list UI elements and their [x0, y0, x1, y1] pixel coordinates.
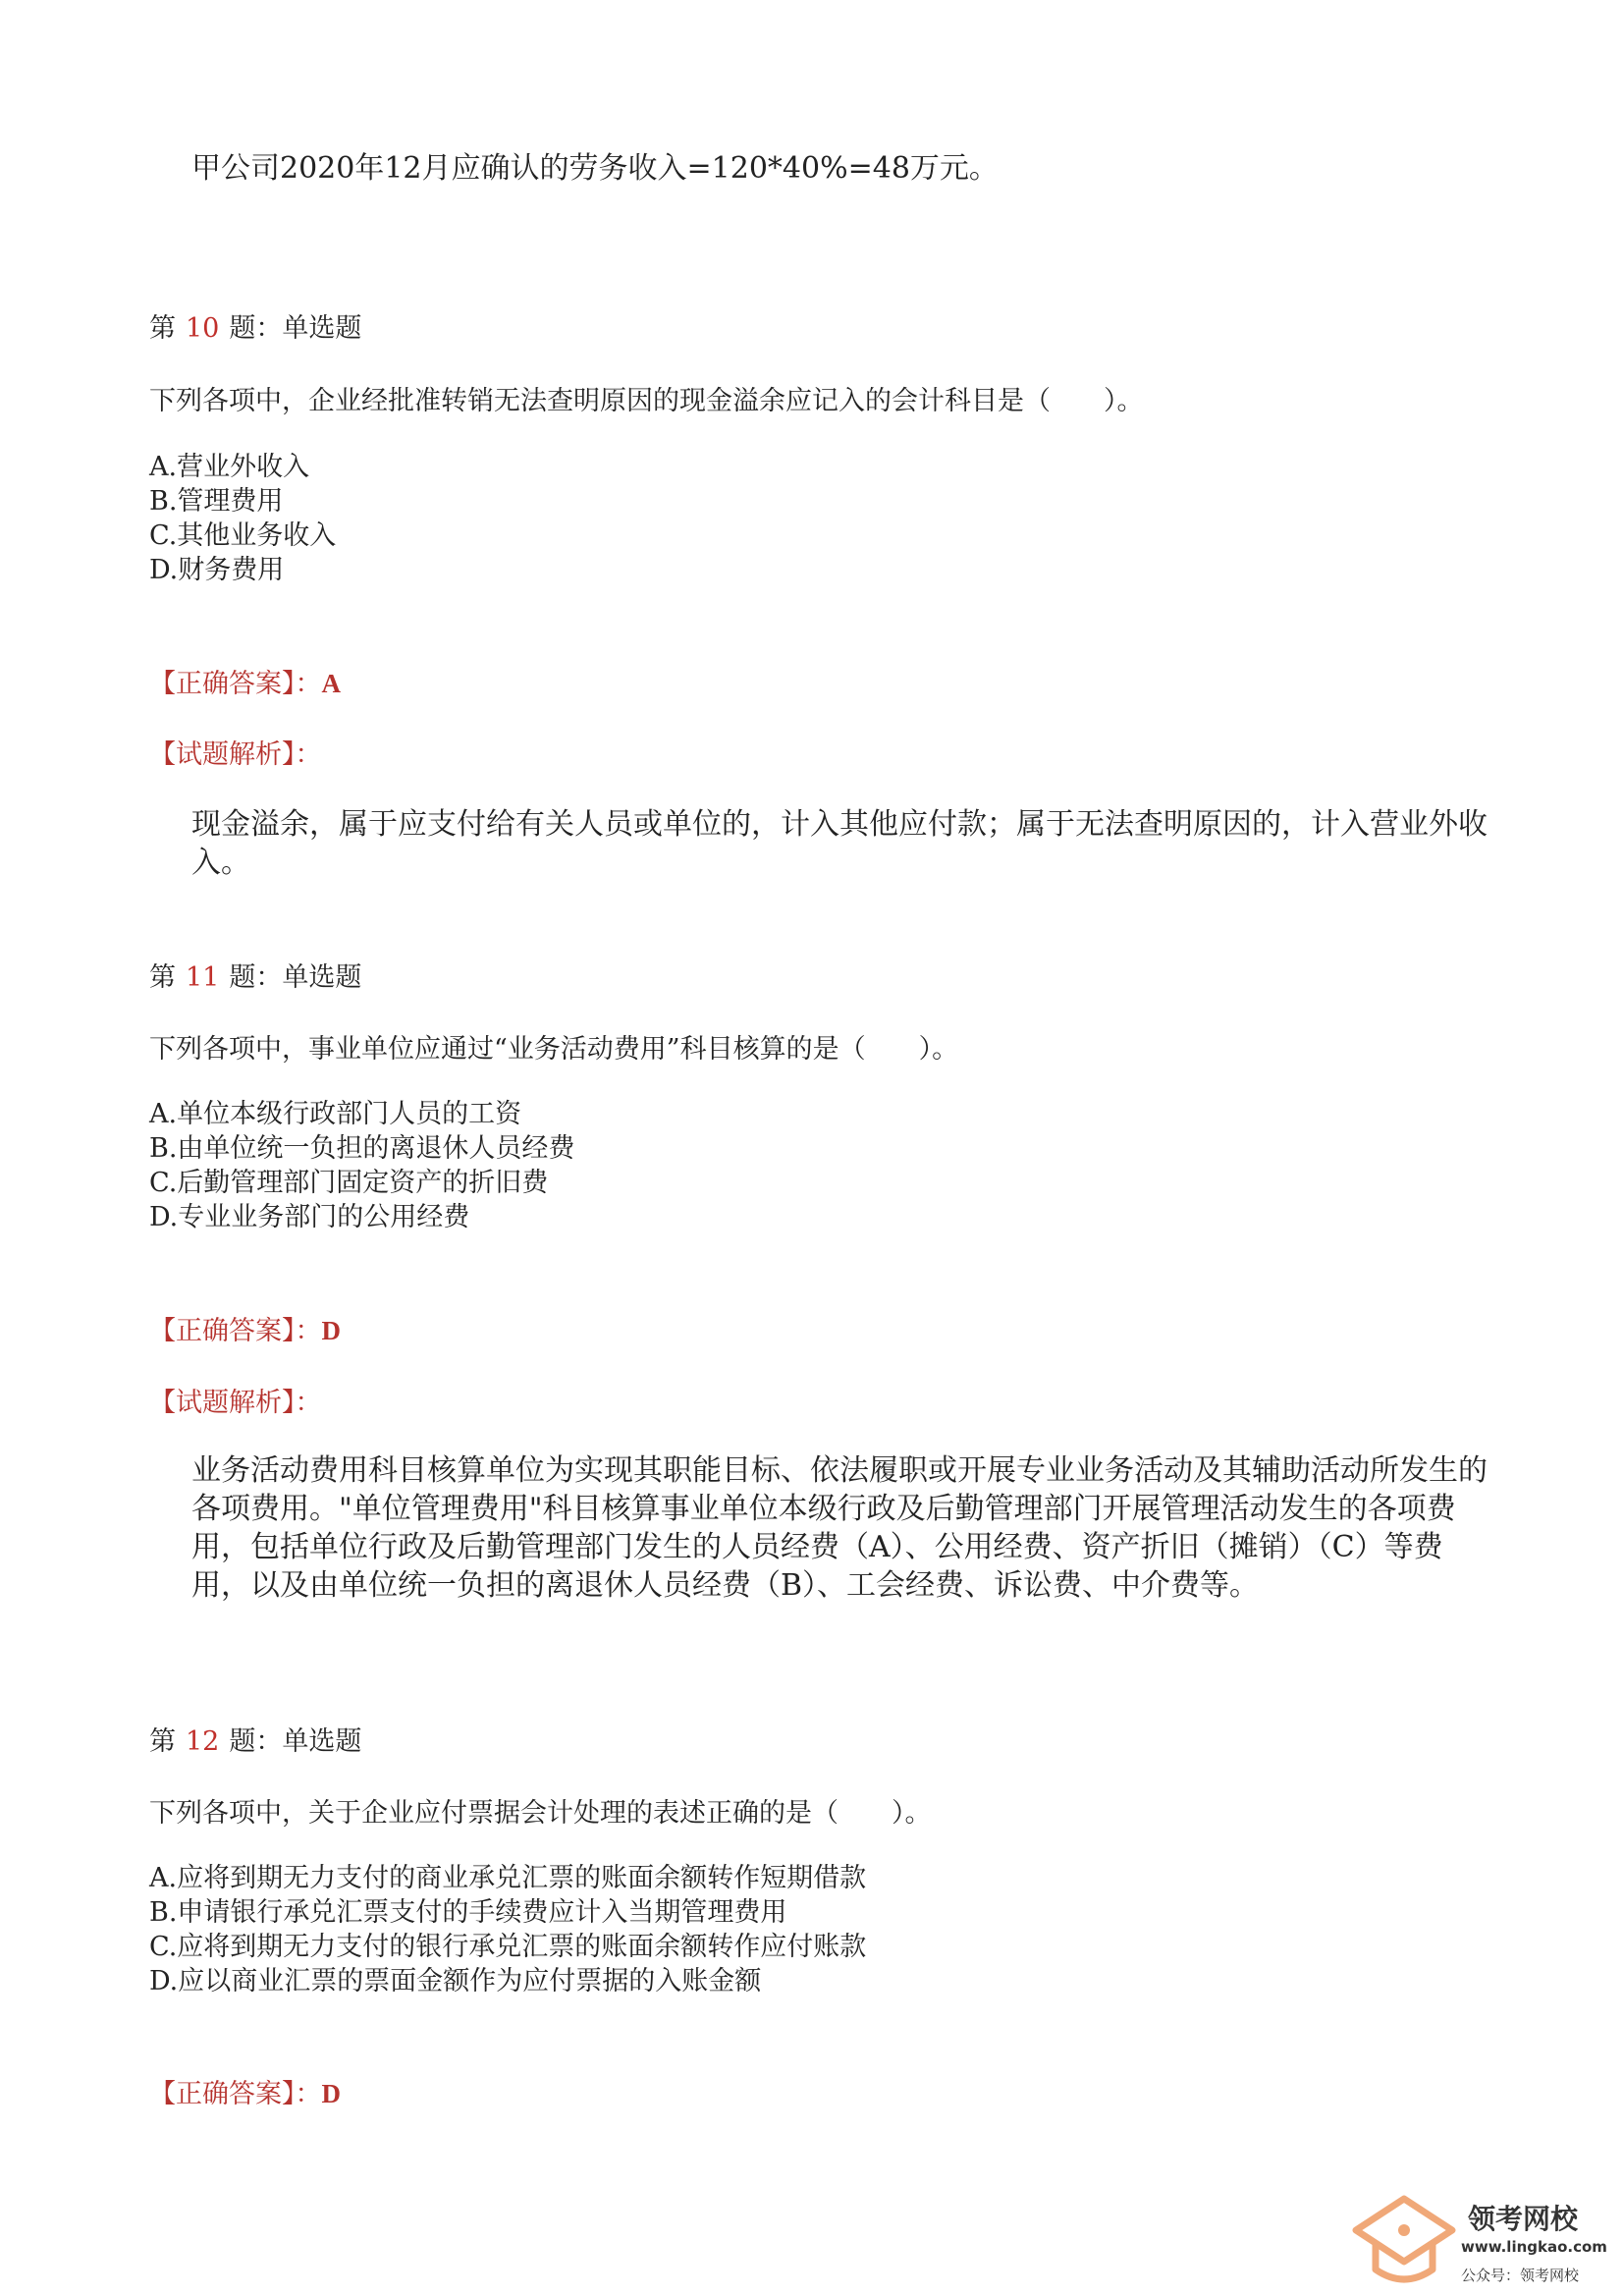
option-b: B.申请银行承兑汇票支付的手续费应计入当期管理费用: [149, 1897, 787, 1928]
answer-value: A: [321, 669, 341, 698]
option-a: A.营业外收入: [149, 452, 310, 482]
brand-name: 领考网校: [1468, 2203, 1579, 2235]
answer-row: [149, 1309, 341, 1347]
question-stem: 下列各项中，企业经批准转销无法查明原因的现金溢余应记入的会计科目是（ ）。: [149, 386, 1144, 416]
answer-value: D: [321, 1316, 341, 1345]
analysis-body: 现金溢余，属于应支付给有关人员或单位的，计入其他应付款；属于无法查明原因的，计入营业外收入。: [191, 807, 1488, 880]
brand-wechat: 公众号：领考网校: [1461, 2267, 1580, 2284]
answer-label: 【正确答案】：: [149, 669, 322, 699]
analysis-label: 【试题解析】：: [149, 1388, 322, 1418]
answer-row: [149, 2072, 341, 2110]
question-number: 11: [186, 962, 220, 993]
answer-value: D: [321, 2079, 341, 2108]
question-stem: 下列各项中，关于企业应付票据会计处理的表述正确的是（ ）。: [149, 1798, 932, 1829]
answer-label: 【正确答案】：: [149, 2079, 322, 2109]
question-prefix: 第: [149, 962, 176, 993]
option-b: B.由单位统一负担的离退休人员经费: [149, 1133, 575, 1164]
question-type: 题：单选题: [229, 313, 362, 344]
question-header: [149, 306, 361, 345]
question-number: 12: [186, 1726, 220, 1757]
option-d: D.应以商业汇票的票面金额作为应付票据的入账金额: [149, 1966, 762, 1996]
question-number: 10: [186, 313, 220, 344]
option-list: [149, 1097, 574, 1234]
analysis-body: 业务活动费用科目核算单位为实现其职能目标、依法履职或开展专业业务活动及其辅助活动所发生的各项费用。"单位管理费用"科目核算事业单位本级行政及后勤管理部门开展管理活动发生的各项费用，包括单位行政及后勤管理部门发生的人员经费（A）、公用经费、资产折旧（摊销）（C）等费用，以及由单位统一负担的离退休人员经费（B）、工会经费、诉讼费、中介费等。: [191, 1453, 1488, 1603]
option-d: D.专业业务部门的公用经费: [149, 1202, 470, 1232]
option-b: B.管理费用: [149, 486, 284, 517]
option-a: A.应将到期无力支付的商业承兑汇票的账面余额转作短期借款: [149, 1863, 867, 1893]
question-header: [149, 956, 361, 994]
answer-label: 【正确答案】：: [149, 1316, 322, 1346]
question-type: 题：单选题: [229, 1726, 362, 1757]
question-header: [149, 1720, 361, 1758]
question-prefix: 第: [149, 1726, 176, 1757]
question-type: 题：单选题: [229, 962, 362, 993]
question-prefix: 第: [149, 313, 176, 344]
option-list: [149, 450, 336, 587]
analysis-label: 【试题解析】：: [149, 739, 322, 770]
question-stem: 下列各项中，事业单位应通过“业务活动费用”科目核算的是（ ）。: [149, 1034, 959, 1065]
brand-url: www.lingkao.com: [1461, 2238, 1607, 2256]
option-c: C.应将到期无力支付的银行承兑汇票的账面余额转作应付账款: [149, 1932, 867, 1962]
intro-line: 甲公司2020年12月应确认的劳务收入=120*40%=48万元。: [191, 151, 999, 186]
answer-row: [149, 662, 341, 700]
option-c: C.后勤管理部门固定资产的折旧费: [149, 1168, 549, 1198]
option-list: [149, 1861, 866, 1998]
graduation-cap-logo-icon: [1350, 2193, 1458, 2291]
option-c: C.其他业务收入: [149, 520, 337, 551]
option-a: A.单位本级行政部门人员的工资: [149, 1099, 522, 1129]
option-d: D.财务费用: [149, 555, 285, 585]
